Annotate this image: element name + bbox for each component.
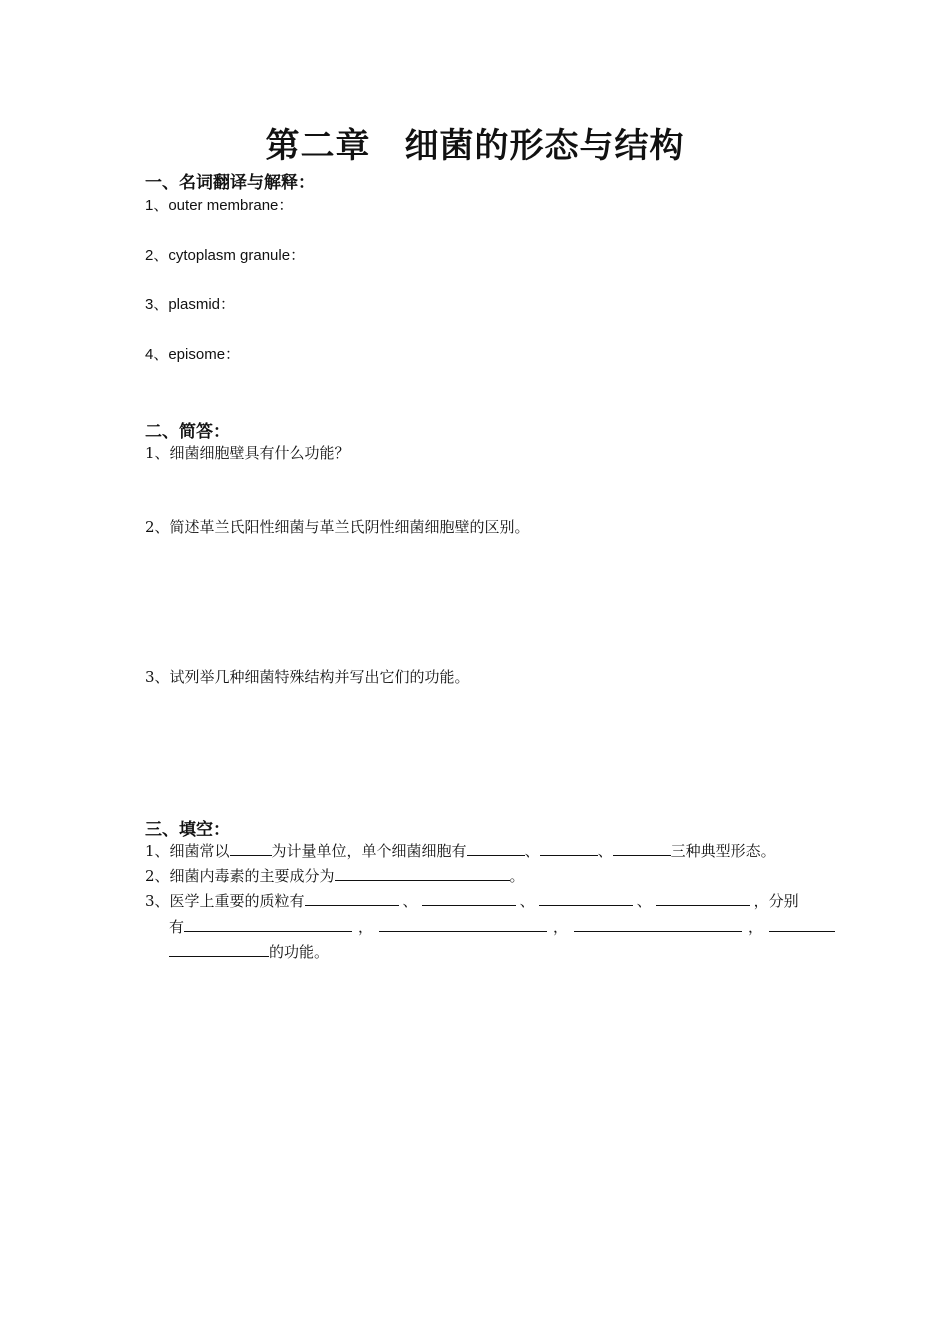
fill-question-1	[145, 840, 776, 861]
fill-blank-unit[interactable]	[230, 841, 272, 856]
page-title	[0, 118, 950, 167]
fill-q1-text-a: 1、细菌常以	[145, 842, 230, 860]
section1-heading: 一、名词翻译与解释：	[145, 173, 315, 193]
fill-blank-function-4-cont[interactable]	[169, 942, 269, 957]
fill-q2-text-a: 2、细菌内毒素的主要成分为	[145, 867, 335, 885]
fill-blank-shape-3[interactable]	[613, 841, 671, 856]
fill-q3-sep: 、	[402, 892, 418, 910]
fill-blank-function-1[interactable]	[184, 917, 352, 932]
fill-q3-comma: ，	[358, 918, 374, 936]
term-outer-membrane: 1、outer membrane：	[145, 197, 294, 214]
title-topic: 细菌的形态与结构	[404, 126, 685, 166]
fill-blank-plasmid-2[interactable]	[422, 891, 516, 906]
fill-q3-text-d: 的功能。	[269, 943, 330, 961]
title-chapter: 第二章	[265, 126, 371, 166]
fill-blank-plasmid-1[interactable]	[305, 891, 399, 906]
fill-q1-text-b: 为计量单位，单个细菌细胞有	[271, 842, 467, 860]
fill-question-3-line2	[169, 916, 835, 937]
fill-blank-function-4[interactable]	[769, 917, 835, 932]
question-special-structures: 3、试列举几种细菌特殊结构并写出它们的功能。	[145, 668, 470, 686]
term-cytoplasm-granule: 2、cytoplasm granule：	[145, 247, 306, 264]
fill-q3-sep: 、	[519, 892, 535, 910]
fill-q3-sep: 、	[636, 892, 652, 910]
fill-blank-shape-1[interactable]	[467, 841, 525, 856]
fill-blank-plasmid-3[interactable]	[539, 891, 633, 906]
question-cell-wall-function: 1、细菌细胞壁具有什么功能？	[145, 444, 350, 462]
section2-heading: 二、简答：	[145, 422, 230, 442]
fill-q3-comma: ，	[553, 918, 569, 936]
fill-q1-text-c: 三种典型形态。	[670, 842, 776, 860]
fill-q1-sep: 、	[597, 842, 613, 860]
fill-question-2	[145, 865, 525, 886]
fill-blank-function-2[interactable]	[379, 917, 547, 932]
fill-q2-text-b: 。	[509, 867, 525, 885]
fill-q3-text-c: 有	[169, 918, 185, 936]
fill-q3-text-a: 3、医学上重要的质粒有	[145, 892, 305, 910]
fill-q1-sep: 、	[524, 842, 540, 860]
fill-q3-text-b: ，分别	[753, 892, 799, 910]
question-gram-difference: 2、简述革兰氏阳性细菌与革兰氏阴性细菌细胞壁的区别。	[145, 518, 530, 536]
term-episome: 4、episome：	[145, 346, 241, 363]
fill-blank-plasmid-4[interactable]	[656, 891, 750, 906]
fill-question-3	[145, 890, 799, 911]
fill-blank-endotoxin[interactable]	[335, 866, 510, 881]
term-plasmid: 3、plasmid：	[145, 296, 236, 313]
section3-heading: 三、填空：	[145, 820, 230, 840]
fill-q3-comma: ，	[748, 918, 764, 936]
fill-question-3-line3	[169, 941, 329, 962]
fill-blank-shape-2[interactable]	[540, 841, 598, 856]
fill-blank-function-3[interactable]	[574, 917, 742, 932]
